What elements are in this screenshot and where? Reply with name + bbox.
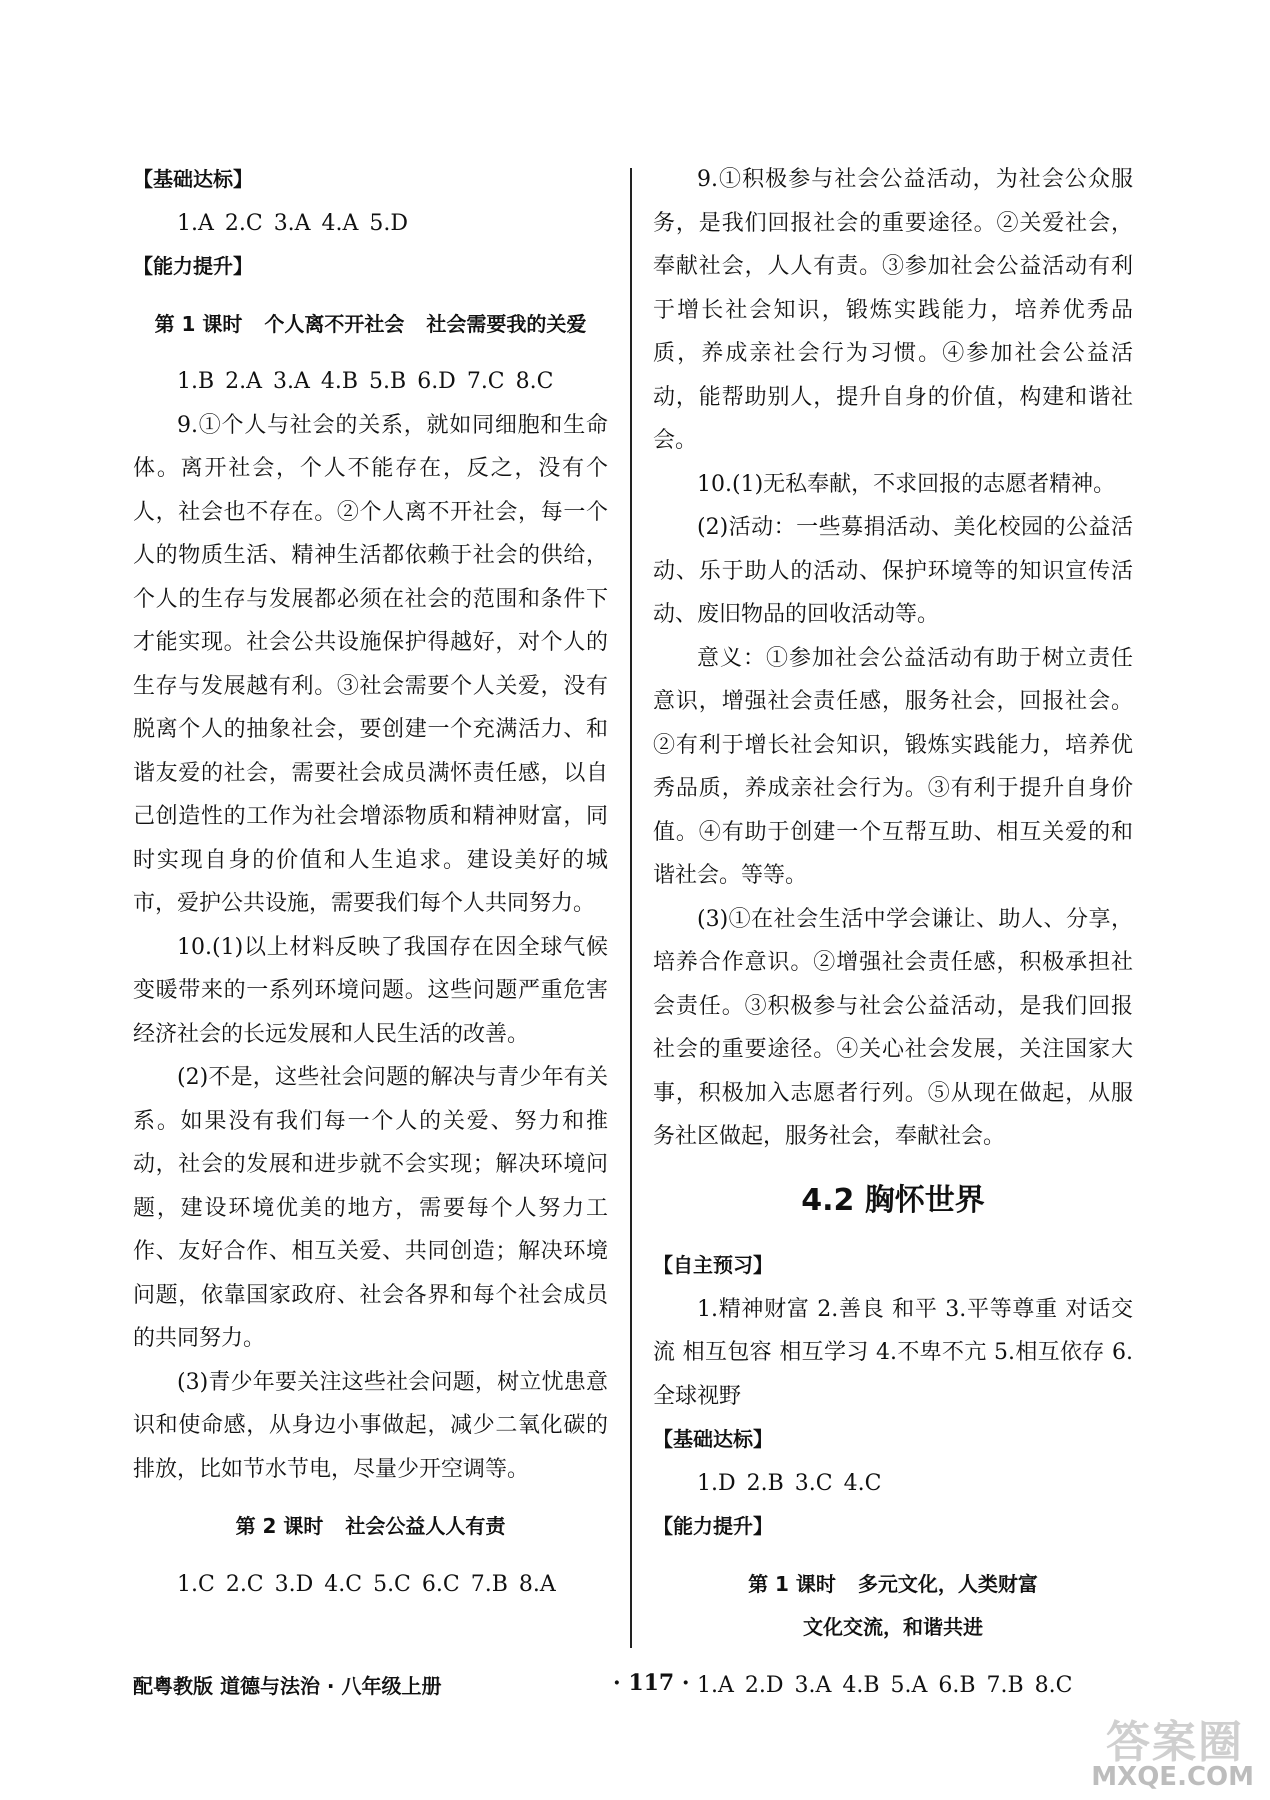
lesson-topic-a: 个人离不开社会 [264,311,405,336]
answer-q10-1: 10.(1)无私奉献，不求回报的志愿者精神。 [697,471,1116,497]
lesson-1-title-line2: 文化交流，和谐共进 [803,1615,983,1639]
lesson-topic: 社会公益人人有责 [345,1514,506,1538]
answer-q10-3: (3)青少年要关注这些社会问题，树立忧患意识和使命感，从身边小事做起，减少二氧化碳的排放，比如节水节电，尽量少开空调等。 [133,1369,608,1482]
column-divider [630,168,632,1648]
lesson-2-title [133,1505,608,1549]
answer-q10-2: (2)不是，这些社会问题的解决与青少年有关系。如果没有我们每一个人的关爱、努力和推动，社会的发展和进步就不会实现；解决环境问题，建设环境优美的地方，需要每个人努力工作、友好合作、相互关爱、共同创造；解决环境问题，依靠国家政府、社会各界和每个社会成员的共同努力。 [133,1065,608,1351]
answer-q10-2-significance: 意义：①参加社会公益活动有助于树立责任意识，增强社会责任感，服务社会，回报社会。②有利于增长社会知识，锻炼实践能力，培养优秀品质，养成亲社会行为。③有利于提升自身价值。④有助于创建一个互帮互助、相互关爱的和谐社会。等等。 [653,645,1133,888]
basic-standard-answers: 1.A 2.C 3.A 4.A 5.D [177,210,409,236]
section-title: 4.2 胸怀世界 [801,1182,985,1218]
site-watermark [1084,1706,1254,1792]
answer-q9: 9.①积极参与社会公益活动，为社会公众服务，是我们回报社会的重要途径。②关爱社会，奉献社会，人人有责。③参加社会公益活动有利于增长社会知识，锻炼实践能力，培养优秀品质，养成亲社会行为习惯。④参加社会公益活动，能帮助别人，提升自身的价值，构建和谐社会。 [653,167,1133,453]
lesson-2-choice-answers: 1.C 2.C 3.D 4.C 5.C 6.C 7.B 8.A [177,1571,556,1597]
left-column [133,158,608,1606]
lesson-topic-b: 社会需要我的关爱 [426,311,587,336]
lesson-number: 第 1 课时 [748,1571,836,1596]
basic-standard-heading: 【基础达标】 [653,1427,773,1451]
lesson-1-choice-answers: 1.A 2.D 3.A 4.B 5.A 6.B 7.B 8.C [697,1672,1073,1698]
right-column [653,158,1133,1707]
basic-standard-answers: 1.D 2.B 3.C 4.C [697,1470,882,1496]
ability-improve-heading: 【能力提升】 [653,1514,773,1538]
page-number: · 117 · [613,1670,690,1696]
lesson-topic: 多元文化，人类财富 [857,1571,1038,1596]
watermark-logo-text: 答案圈 [1106,1717,1244,1768]
basic-standard-heading: 【基础达标】 [133,167,253,191]
answer-q10-2-activities: (2)活动：一些募捐活动、美化校园的公益活动、乐于助人的活动、保护环境等的知识宣传活动、废旧物品的回收活动等。 [653,515,1133,627]
watermark-url: MXQE.COM [1091,1762,1254,1792]
ability-improve-heading: 【能力提升】 [133,254,253,278]
answer-q10-1: 10.(1)以上材料反映了我国存在因全球气候变暖带来的一系列环境问题。这些问题严重危害经济社会的长远发展和人民生活的改善。 [133,934,608,1047]
lesson-1-title [653,1563,1133,1607]
lesson-1-title [133,303,608,347]
answer-q10-3: (3)①在社会生活中学会谦让、助人、分享，培养合作意识。②增强社会责任感，积极承担社会责任。③积极参与社会公益活动，是我们回报社会的重要途径。④关心社会发展，关注国家大事，积极加入志愿者行列。⑤从现在做起，从服务社区做起，服务社会，奉献社会。 [653,906,1133,1149]
lesson-number: 第 1 课时 [154,311,243,336]
self-preview-heading: 【自主预习】 [653,1253,773,1277]
book-info: 配粤教版 道德与法治 · 八年级上册 [133,1674,442,1698]
answer-q9: 9.①个人与社会的关系，就如同细胞和生命体。离开社会，个人不能存在，反之，没有个人，社会也不存在。②个人离不开社会，每一个人的物质生活、精神生活都依赖于社会的供给，个人的生存与发展都必须在社会的范围和条件下才能实现。社会公共设施保护得越好，对个人的生存与发展越有利。③社会需要个人关爱，没有脱离个人的抽象社会，要创建一个充满活力、和谐友爱的社会，需要社会成员满怀责任感，以自己创造性的工作为社会增添物质和精神财富，同时实现自身的价值和人生追求。建设美好的城市，爱护公共设施，需要我们每个人共同努力。 [133,412,608,916]
lesson-number: 第 2 课时 [235,1514,324,1538]
self-preview-answers: 1.精神财富 2.善良 和平 3.平等尊重 对话交流 相互包容 相互学习 4.不卑不亢 5.相互依存 6.全球视野 [653,1296,1133,1409]
lesson-1-choice-answers: 1.B 2.A 3.A 4.B 5.B 6.D 7.C 8.C [177,369,554,394]
